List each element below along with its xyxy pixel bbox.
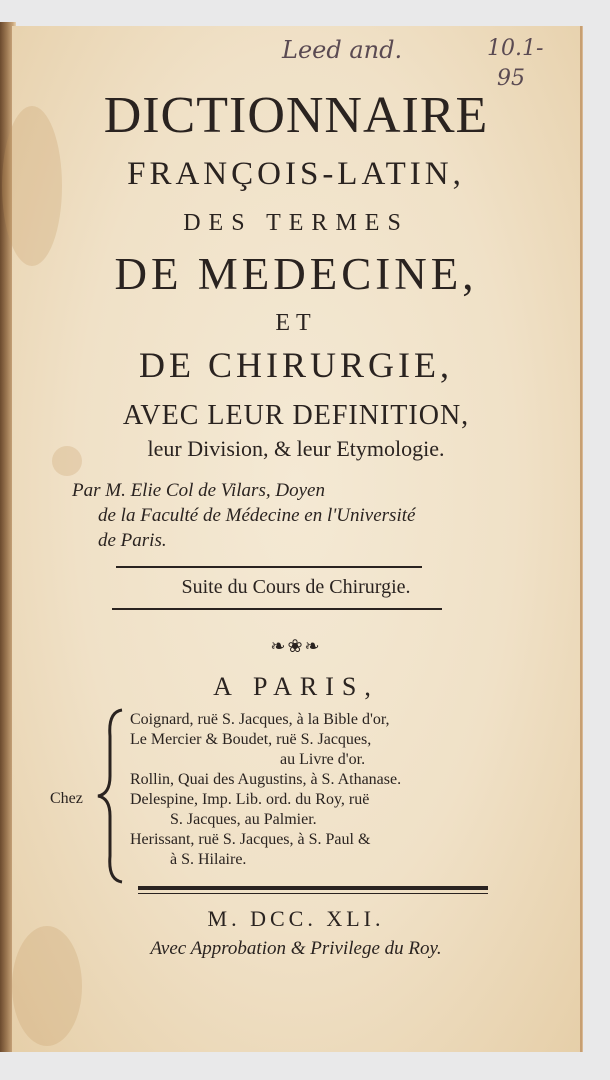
ornament-fleuron: ❧❀❧ [270,636,322,657]
handwritten-mark-bottom: 95 [497,66,525,91]
title-dictionnaire: DICTIONNAIRE [103,87,489,144]
handwritten-mark-top: 10.1- [487,36,544,61]
author-block [72,478,542,553]
imprint-privilege: Avec Approbation & Privilege du Roy. [150,938,442,959]
divider-rule [112,608,442,610]
title-de-medecine: DE MEDECINE, [114,249,478,299]
title-et: ET [275,310,317,336]
title-des-termes: DES TERMES [183,210,409,236]
publisher-line: Rollin, Quai des Augustins, à S. Athanase. [130,771,402,788]
title-avec-definition: AVEC LEUR DEFINITION, [122,400,470,431]
divider-rule [116,566,422,568]
suite-subtitle: Suite du Cours de Chirurgie. [181,576,411,598]
author-line: de la Faculté de Médecine en l'Université [98,505,416,526]
title-page [12,26,580,1052]
author-line: Par M. Elie Col de Vilars, Doyen [72,480,325,501]
imprint-chez: Chez [50,790,83,807]
publisher-line: Delespine, Imp. Lib. ord. du Roy, ruë [130,791,370,808]
publisher-line: Coignard, ruë S. Jacques, à la Bible d'or, [130,711,390,728]
divider-rule-thick [138,886,488,890]
publisher-line: Herissant, ruë S. Jacques, à S. Paul & [130,831,371,848]
publisher-line: Le Mercier & Boudet, ruë S. Jacques, [130,731,372,748]
imprint-date: M. DCC. XLI. [207,906,385,931]
title-de-chirurgie: DE CHIRURGIE, [139,345,453,385]
handwritten-signature: Leed and. [282,36,403,64]
publisher-line: au Livre d'or. [280,751,366,768]
publisher-line: à S. Hilaire. [170,851,247,868]
publisher-list [130,710,510,870]
publisher-line: S. Jacques, au Palmier. [170,811,317,828]
imprint-city: A PARIS, [213,672,379,701]
divider-rule-thin [138,893,488,894]
title-francois-latin: FRANÇOIS-LATIN, [127,156,465,192]
title-division-etymologie: leur Division, & leur Etymologie. [147,436,445,461]
author-line: de Paris. [98,530,167,551]
brace-icon [92,706,128,886]
